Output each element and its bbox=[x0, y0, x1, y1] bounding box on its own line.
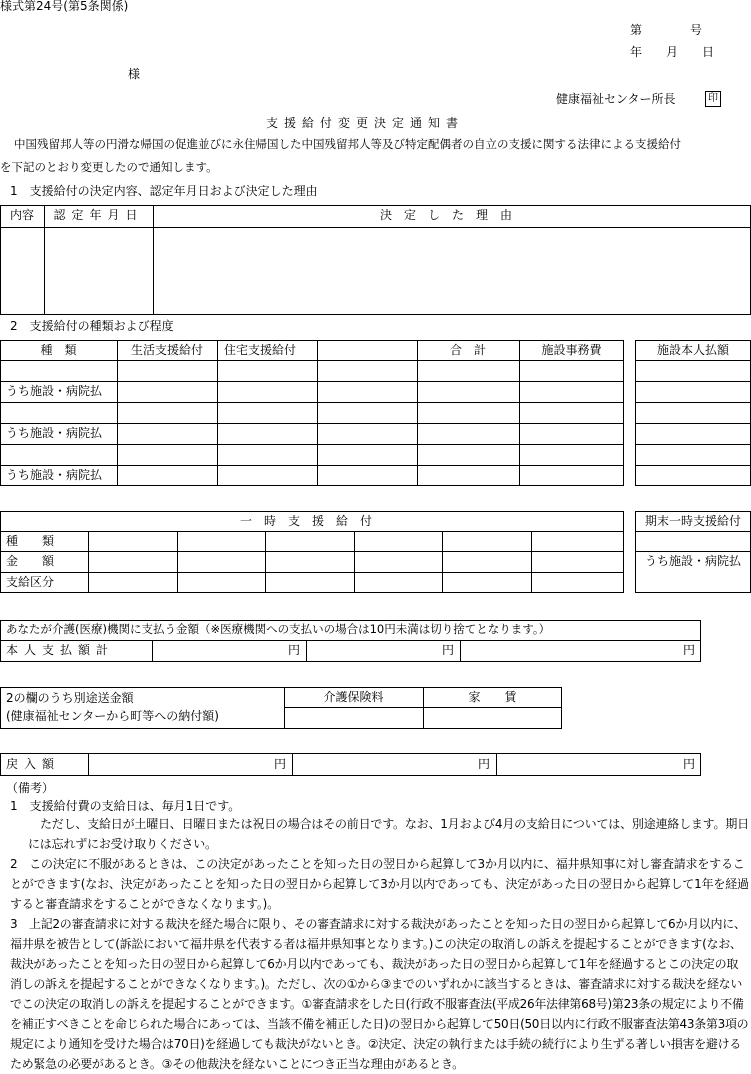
separate-col-rent: 家 賃 bbox=[468, 690, 517, 704]
s2-header-total: 合 計 bbox=[449, 343, 486, 357]
temporary-row-type: 種 類 bbox=[6, 534, 55, 548]
document-title: 支援給付変更決定通知書 bbox=[266, 116, 465, 130]
section2-heading: 2 支援給付の種類および程度 bbox=[10, 319, 174, 333]
s2-header-facility-fee: 施設事務費 bbox=[541, 343, 602, 357]
col-content: 内容 bbox=[9, 208, 34, 222]
intro-line-2: を下記のとおり変更したので通知します。 bbox=[0, 160, 218, 174]
s2-row-sub-label: うち施設・病院払 bbox=[6, 468, 103, 482]
col-reason: 決定した理由 bbox=[379, 208, 524, 222]
section1-heading: 1 支援給付の決定内容、認定年月日および決定した理由 bbox=[10, 184, 318, 198]
col-date: 認定年月日 bbox=[53, 208, 144, 222]
form-id: 様式第24号(第5条関係) bbox=[0, 0, 129, 13]
s2-header-housing: 住宅支援給付 bbox=[224, 343, 297, 357]
temporary-side-sub: うち施設・病院払 bbox=[644, 554, 741, 568]
note-2: 2 この決定に不服があるときは、この決定があったことを知った日の翌日から起算して3か月以内に、福井県知事に対し審査請求をすることができます(なお、決定があったことを知った日の翌日から起算して3か月以内であっても、決定があった日の翌日から起算して1年を経過すると審査請求をすることができなくなります。)。 bbox=[10, 857, 749, 911]
note-1a: 1 支援給付費の支給日は、毎月1日です。 bbox=[10, 799, 241, 813]
yen-unit: 円 bbox=[288, 643, 301, 657]
temporary-side-header: 期末一時支援給付 bbox=[644, 514, 741, 528]
note-3: 3 上記2の審査請求に対する裁決を経た場合に限り、その審査請求に対する裁決があったことを知った日の翌日から起算して6か月以内に、福井県を被告として(訴訟において福井県を代表する者は福井県知事となります。)この決定の取消しの訴えを提起することができます(なお、裁決があったことを知った日の翌日から起算して6か月以内であっても、裁決があった日の翌日から起算して1年を経過するとこの決定の取消しの訴えを提起することができなくなります。)。ただし、次の①から③までのいずれかに該当するときは、審査請求に対する裁決を経ないでこの決定の取消しの訴えを提起することができます。①審査請求をした日(行政不服審査法(平成26年法律第68号)第23条の規定により不備を補正すべきことを命じられた場合にあっては、当該不備を補正した日)の翌日から起算して50日(50日以内に行政不服審査法第43条第3項の規定により通知を受けた場合は70日)を経過しても裁決がないとき。②決定、決定の執行または手続の続行により生ずる著しい損害を避けるため緊急の必要があるとき。③その他裁決を経ないことにつき正当な理由があるとき。 bbox=[10, 917, 749, 1071]
separate-label-1: 2の欄のうち別途送金額 bbox=[6, 691, 134, 705]
notes-heading: （備考） bbox=[6, 781, 55, 795]
payment-row-label: 本人支払額計 bbox=[6, 643, 115, 657]
note-1b: ただし、支給日が土曜日、日曜日または祝日の場合はその前日です。なお、1月および4月の支給日については、別途連絡します。期日には忘れずにお受け取りください。 bbox=[28, 817, 749, 851]
yen-unit: 円 bbox=[683, 757, 696, 771]
yen-unit: 円 bbox=[683, 643, 696, 657]
temporary-row-amount: 金 額 bbox=[6, 554, 55, 568]
number-label: 第 号 bbox=[630, 23, 703, 37]
s2-header-type: 種 類 bbox=[40, 343, 77, 357]
intro-line-1: 中国残留邦人等の円滑な帰国の促進並びに永住帰国した中国残留邦人等及び特定配偶者の自立の支援に関する法律による支援給付 bbox=[14, 137, 681, 151]
temporary-header: 一時支援給付 bbox=[239, 514, 384, 528]
addressee-suffix: 様 bbox=[128, 67, 141, 81]
yen-unit: 円 bbox=[478, 757, 491, 771]
date-label: 年 月 日 bbox=[630, 45, 715, 59]
refund-table bbox=[0, 753, 701, 776]
separate-label-2: (健康福祉センターから町等への納付額) bbox=[6, 709, 219, 723]
seal-mark: 印 bbox=[705, 91, 721, 107]
yen-unit: 円 bbox=[274, 757, 287, 771]
s2-header-living: 生活支援給付 bbox=[130, 343, 203, 357]
refund-label: 戻入額 bbox=[6, 757, 61, 771]
yen-unit: 円 bbox=[442, 643, 455, 657]
separate-col-care-insurance: 介護保険料 bbox=[323, 690, 384, 704]
s2-row-sub-label: うち施設・病院払 bbox=[6, 384, 103, 398]
payment-header: あなたが介護(医療)機関に支払う金額（※医療機関への支払いの場合は10円未満は切り捨てとなります。） bbox=[6, 622, 551, 636]
s2-row-sub-label: うち施設・病院払 bbox=[6, 426, 103, 440]
temporary-row-category: 支給区分 bbox=[6, 575, 55, 589]
s2-side-header: 施設本人払額 bbox=[656, 343, 729, 357]
issuer: 健康福祉センター所長 bbox=[556, 92, 676, 106]
